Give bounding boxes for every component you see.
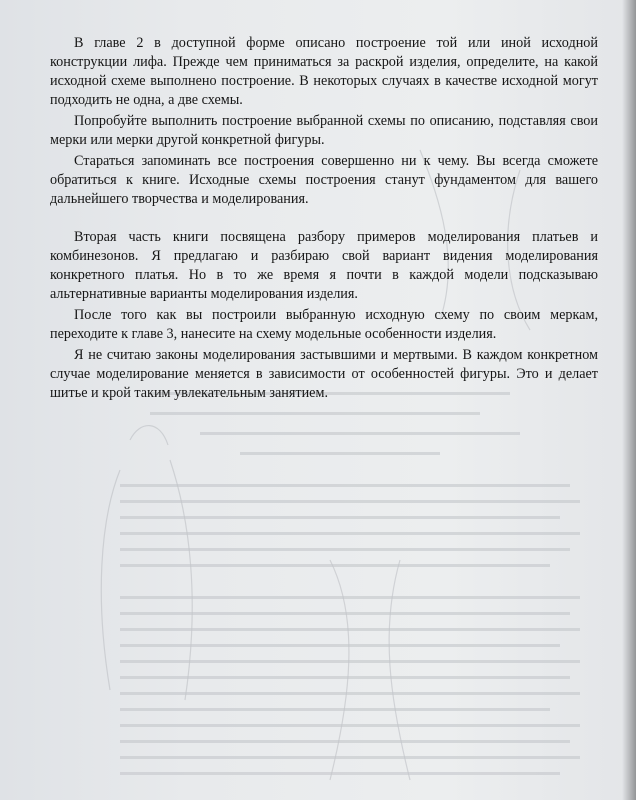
paragraph-4: Вторая часть книги посвящена разбору примеров моделирования платьев и комбинезонов. Я предлагаю и разбираю свой вариант видения моделирования конкретного платья. Но в то же время я почти в каждой модели подсказываю альтернативные варианты моделирования изделия. <box>50 229 598 302</box>
paragraph-3: Стараться запоминать все построения совершенно ни к чему. Вы всегда сможете обратиться к книге. Исходные схемы построения станут фундаментом для вашего дальнейшего творчества и моделирования. <box>50 153 598 207</box>
paragraph-6: Я не считаю законы моделирования застывшими и мертвыми. В каждом конкретном случае моделирование меняется в зависимости от особенностей фигуры. Это и делает шитье и крой таким увлекательным занятием. <box>50 347 598 401</box>
paragraph-2: Попробуйте выполнить построение выбранной схемы по описанию, подставляя свои мерки или мерки другой конкретной фигуры. <box>50 113 598 148</box>
paragraph-1: В главе 2 в доступной форме описано построение той или иной исходной конструкции лифа. Прежде чем приниматься за раскрой изделия, определите, на какой исходной схеме выполнено построение. В некоторых случаях в качестве исходной могут подходить не одна, а две схемы. <box>50 35 598 108</box>
paragraph-5: После того как вы построили выбранную исходную схему по своим меркам, переходите к главе 3, нанесите на схему модельные особенности изделия. <box>50 307 598 342</box>
body-text <box>50 34 598 405</box>
